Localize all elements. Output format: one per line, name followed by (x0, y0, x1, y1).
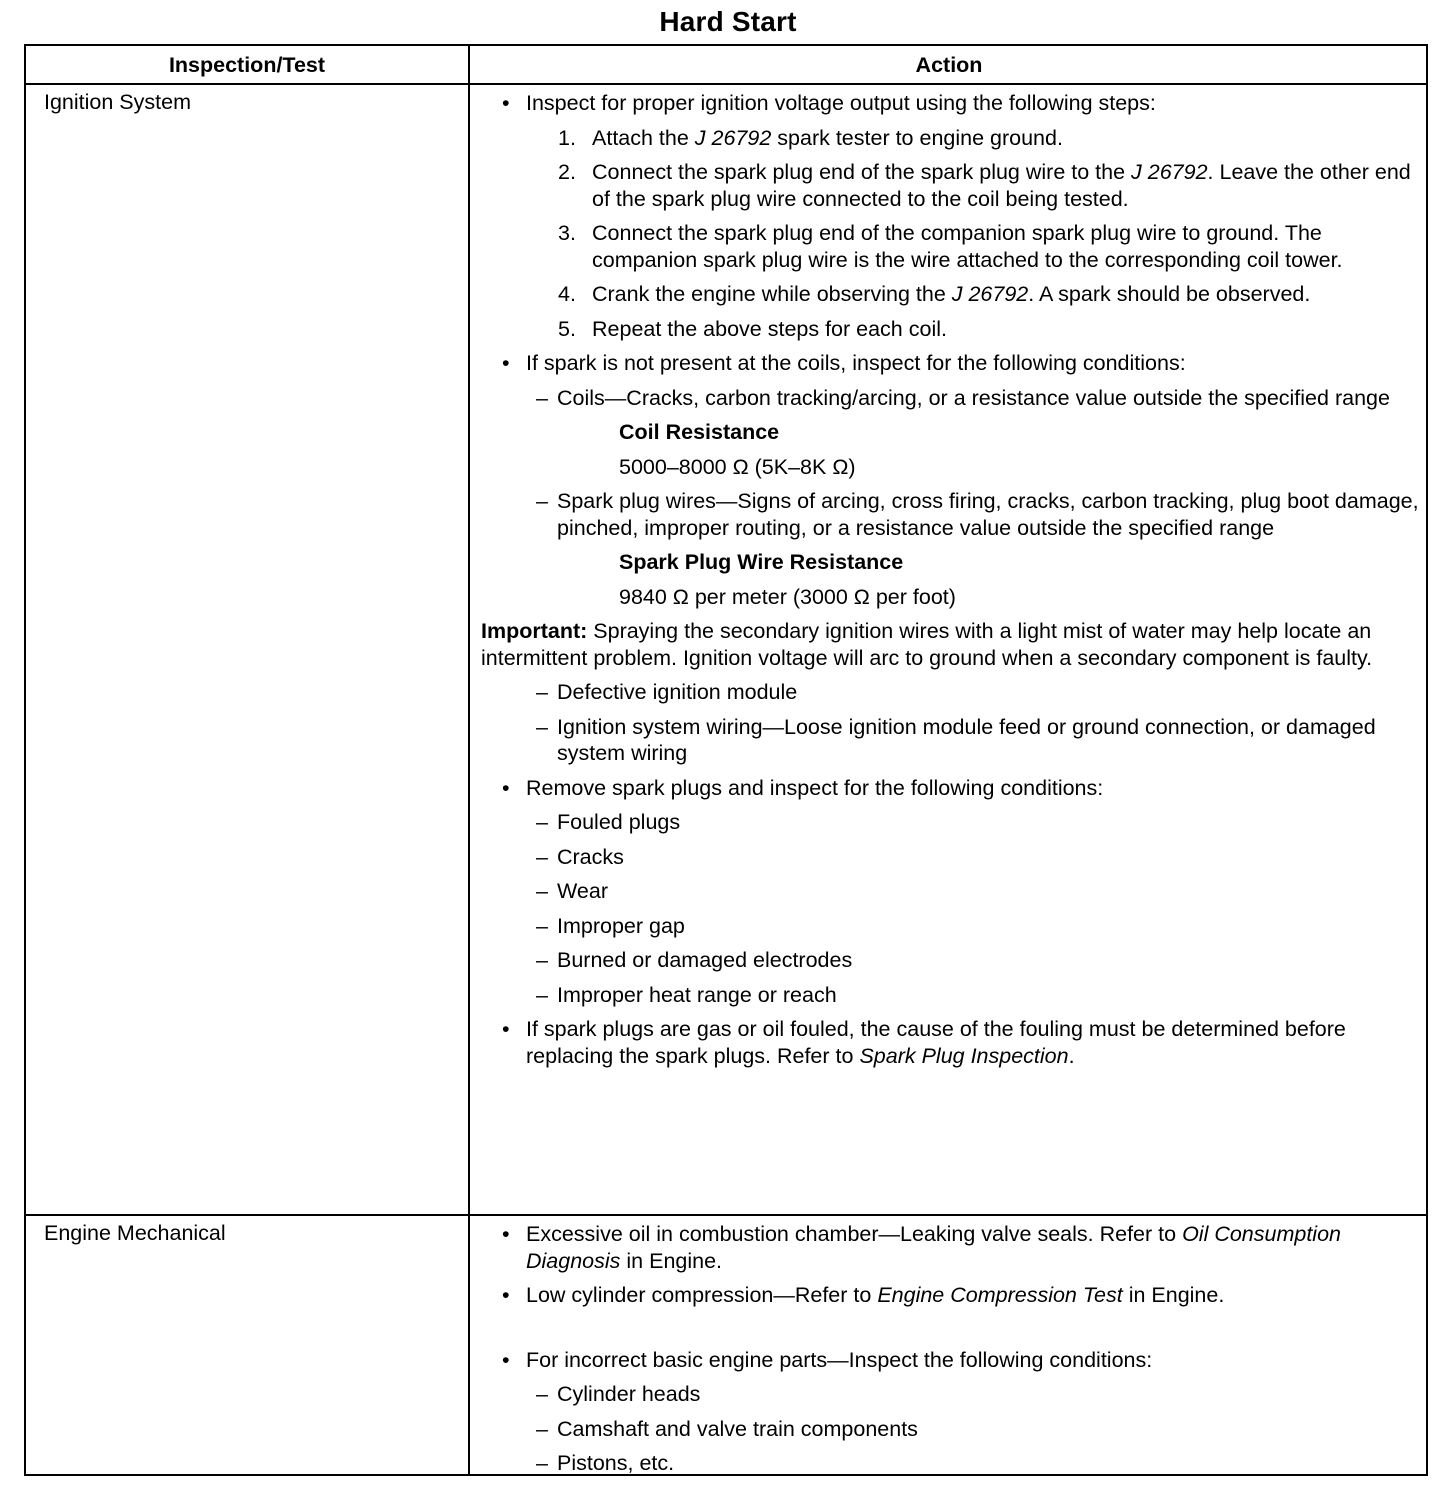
hard-start-table (24, 44, 1428, 1476)
dash-item: – Camshaft and valve train components (481, 1416, 1421, 1443)
tool-reference: J 26792 (951, 282, 1029, 306)
bullet-item: • If spark is not present at the coils, inspect for the following conditions: (481, 350, 1421, 377)
step-item: 1. Attach the J 26792 spark tester to engine ground. (558, 125, 1063, 150)
step-item: 4. Crank the engine while observing the J 26792. A spark should be observed. (558, 282, 1311, 306)
coil-resistance-title: Coil Resistance (619, 420, 780, 444)
dash-item: – Burned or damaged electrodes (481, 947, 1421, 974)
page-title: Hard Start (659, 6, 797, 37)
header-divider (26, 83, 1426, 85)
bullet-item: • If spark plugs are gas or oil fouled, the cause of the fouling must be determined before replacing the spark plugs. Refer to Spark Plug Inspection. (481, 1016, 1421, 1069)
tool-reference: J 26792 (694, 125, 772, 150)
step-item: 3. Connect the spark plug end of the companion spark plug wire to ground. The companion spark plug wire is the wire attached to the corresponding coil tower. (558, 221, 1343, 272)
doc-reference: Oil Consumption Diagnosis (526, 1222, 1341, 1273)
spacer (481, 1317, 1421, 1347)
column-header-action: Action (915, 53, 983, 77)
step-list (526, 125, 1421, 343)
dash-item: – Cylinder heads (481, 1381, 1421, 1408)
action-cell-engine-mechanical (481, 1221, 1421, 1485)
column-divider (468, 46, 470, 1474)
doc-reference: Engine Compression Test (877, 1283, 1123, 1307)
wire-resistance-title: Spark Plug Wire Resistance (619, 550, 904, 574)
step-number: 5. (558, 316, 576, 341)
dash-item: – Pistons, etc. (481, 1450, 1421, 1477)
dash-item: – Spark plug wires—Signs of arcing, cross firing, cracks, carbon tracking, plug boot damage, pinched, improper routing, or a resistance value outside the specified range (481, 488, 1421, 541)
step-number: 2. (558, 160, 576, 184)
dash-item: – Defective ignition module (481, 679, 1421, 706)
coil-resistance-value: 5000–8000 Ω (5K–8K Ω) (619, 454, 856, 479)
important-label: Important: (481, 619, 588, 643)
step-item: 2. Connect the spark plug end of the spark plug wire to the J 26792. Leave the other end of the spark plug wire connected to the coil being tested. (558, 160, 1411, 211)
action-cell-ignition-system (481, 90, 1421, 1077)
dash-item: – Ignition system wiring—Loose ignition module feed or ground connection, or damaged system wiring (481, 714, 1421, 767)
bullet-item: • Remove spark plugs and inspect for the following conditions: (481, 775, 1421, 802)
step-item: 5. Repeat the above steps for each coil. (558, 316, 947, 341)
bullet-item: • Excessive oil in combustion chamber—Leaking valve seals. Refer to Oil Consumption Diagnosis in Engine. (481, 1221, 1421, 1274)
dash-item: – Coils—Cracks, carbon tracking/arcing, or a resistance value outside the specified range (481, 385, 1421, 412)
column-header-inspection: Inspection/Test (168, 53, 326, 77)
row-divider (26, 1214, 1426, 1216)
row-label-ignition-system: Ignition System (44, 90, 191, 114)
dash-item: – Wear (481, 878, 1421, 905)
bullet-item: • Inspect for proper ignition voltage output using the following steps: 1. Attach the J 26792 spark tester to engine ground. 2. Connect the spark plug end of the spark plug wire to the J 26792. Leave the other end of the spark plug wire connected to the coil being tested. 3. Connect the spark plug end of the companion spark plug wire to ground. The companion spark plug wire is the wire attached to the corresponding coil tower. 4. Crank the engine while observing the J 26792. A spark should be observed. 5. Repeat the above steps for each coil. (481, 90, 1421, 342)
step-number: 1. (558, 125, 576, 150)
bullet-item: • For incorrect basic engine parts—Inspect the following conditions: (481, 1347, 1421, 1374)
dash-item: – Improper heat range or reach (481, 982, 1421, 1009)
doc-reference: Spark Plug Inspection (859, 1043, 1069, 1068)
row-label-engine-mechanical: Engine Mechanical (44, 1221, 226, 1245)
important-note: Important: Spraying the secondary ignition wires with a light mist of water may help locate an intermittent problem. Ignition voltage will arc to ground when a secondary component is faulty. (481, 619, 1373, 670)
wire-resistance-value: 9840 Ω per meter (3000 Ω per foot) (619, 584, 956, 609)
bullet-item: • Low cylinder compression—Refer to Engine Compression Test in Engine. (481, 1282, 1421, 1309)
tool-reference: J 26792 (1131, 160, 1208, 184)
step-number: 4. (558, 282, 576, 306)
dash-item: – Fouled plugs (481, 809, 1421, 836)
dash-item: – Cracks (481, 844, 1421, 871)
step-number: 3. (558, 221, 576, 245)
dash-item: – Improper gap (481, 913, 1421, 940)
